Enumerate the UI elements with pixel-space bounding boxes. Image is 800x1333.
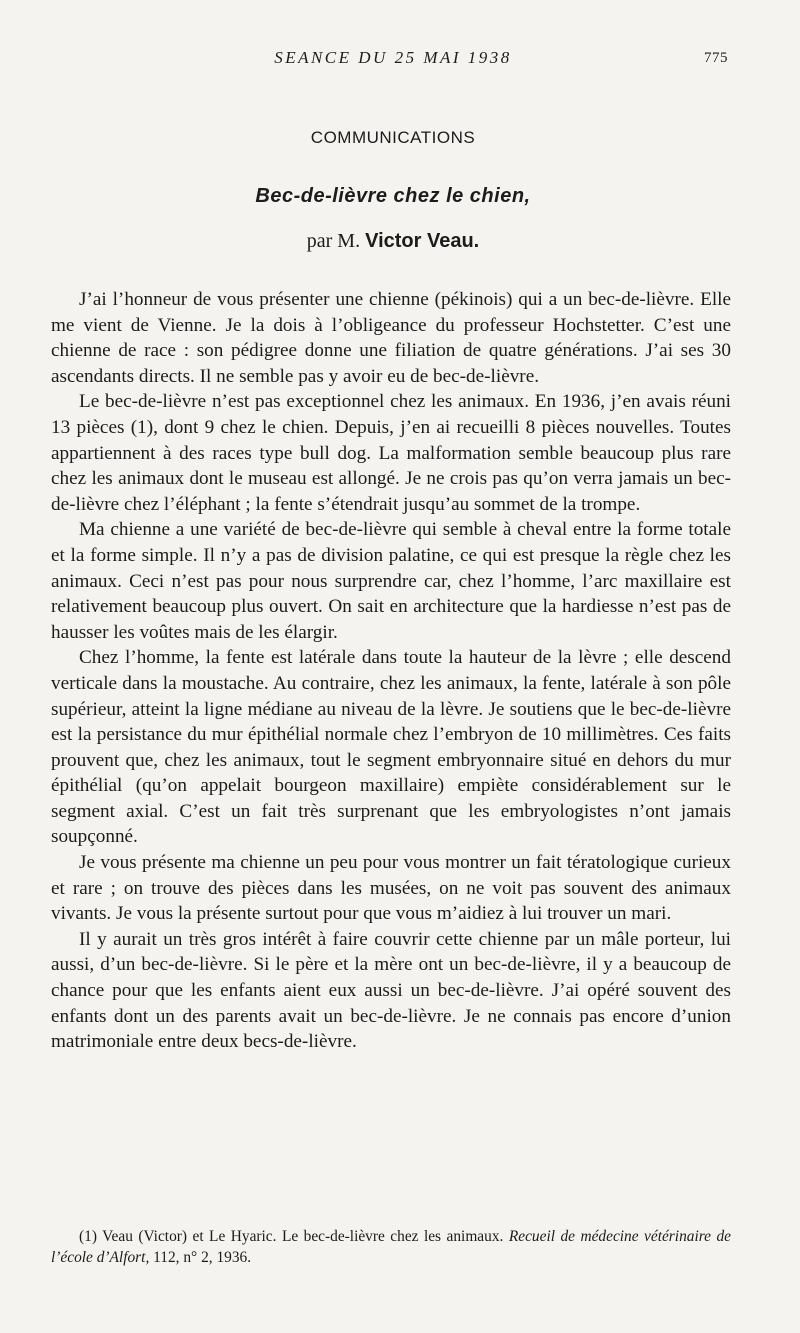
paragraph: Le bec-de-lièvre n’est pas exceptionnel chez les animaux. En 1936, j’en avais réuni 13 pièces (1), dont 9 chez le chien. Depuis, j’en ai recueilli 8 pièces nouvelles. Toutes appartiennent à des races type bull dog. La malformation semble beaucoup plus rare chez les animaux dont le museau est allongé. Je ne crois pas qu’on verra jamais un bec-de-lièvre chez l’éléphant ; la fente s’étendrait jusqu’au sommet de la trompe. [51, 391, 731, 515]
footnote-reference: (1) Veau (Victor) et Le Hyaric. Le bec-de-lièvre chez les animaux. [79, 1228, 504, 1245]
paragraph: Chez l’homme, la fente est latérale dans toute la hauteur de la lèvre ; elle descend verticale dans la moustache. Au contraire, chez les animaux, la fente, latérale à son pôle supérieur, atteint la ligne médiane au niveau de la lèvre. Je soutiens que le bec-de-lièvre est la persistance du mur épithélial normale chez l’embryon de 10 millimètres. Ces faits prouvent que, chez les animaux, tout le segment embryonnaire situé en dehors du mur épithélial (qu’on appelait bourgeon maxillaire) empiète considérablement sur le segment axial. C’est un fait très surprenant que les embryologistes n’ont jamais soupçonné. [51, 647, 731, 848]
paragraph: J’ai l’honneur de vous présenter une chienne (pékinois) qui a un bec-de-lièvre. Elle me vient de Vienne. Je la dois à l’obligeance du professeur Hochstetter. C’est une chienne de race : son pédigree donne une filiation de quatre générations. J’ai ses 30 ascendants directs. Il ne semble pas y avoir eu de bec-de-lièvre. [51, 289, 731, 387]
footnote-details: 112, n° 2, 1936. [153, 1249, 252, 1266]
section-heading: COMMUNICATIONS [310, 128, 476, 147]
footnote [51, 1226, 731, 1268]
article-body [51, 287, 731, 1055]
running-title: SEANCE DU 25 MAI 1938 [274, 48, 512, 67]
paragraph: Je vous présente ma chienne un peu pour vous montrer un fait tératologique curieux et rare ; on trouve des pièces dans les musées, on ne voit pas souvent des animaux vivants. Je vous la présente surtout pour que vous m’aidiez à lui trouver un mari. [51, 852, 731, 925]
paragraph: Il y aurait un très gros intérêt à faire couvrir cette chienne par un mâle porteur, lui aussi, d’un bec-de-lièvre. Si le père et la mère ont un bec-de-lièvre, il y a beaucoup de chance pour que les enfants aient eux aussi un bec-de-lièvre. J’ai opéré souvent des enfants dont un des parents avait un bec-de-lièvre. Je ne connais pas encore d’union matrimoniale entre deux becs-de-lièvre. [51, 928, 731, 1053]
paragraph: Ma chienne a une variété de bec-de-lièvre qui semble à cheval entre la forme totale et la forme simple. Il n’y a pas de division palatine, ce qui est presque la règle chez les animaux. Ceci n’est pas pour nous surprendre car, chez l’homme, l’arc maxillaire est relativement beaucoup plus ouvert. On sait en architecture que la hardiesse n’est pas de hausser les voûtes mais de les élargir. [51, 519, 731, 643]
footnote-journal: Recueil de médecine vétérinaire de l’école d’Alfort, [51, 1228, 731, 1266]
page-number: 775 [704, 50, 728, 66]
byline-prefix: par M. [306, 230, 361, 252]
author-name: Victor Veau. [365, 230, 480, 252]
article-title: Bec-de-lièvre chez le chien, [255, 185, 531, 207]
byline [52, 230, 734, 253]
page-header [52, 46, 734, 74]
